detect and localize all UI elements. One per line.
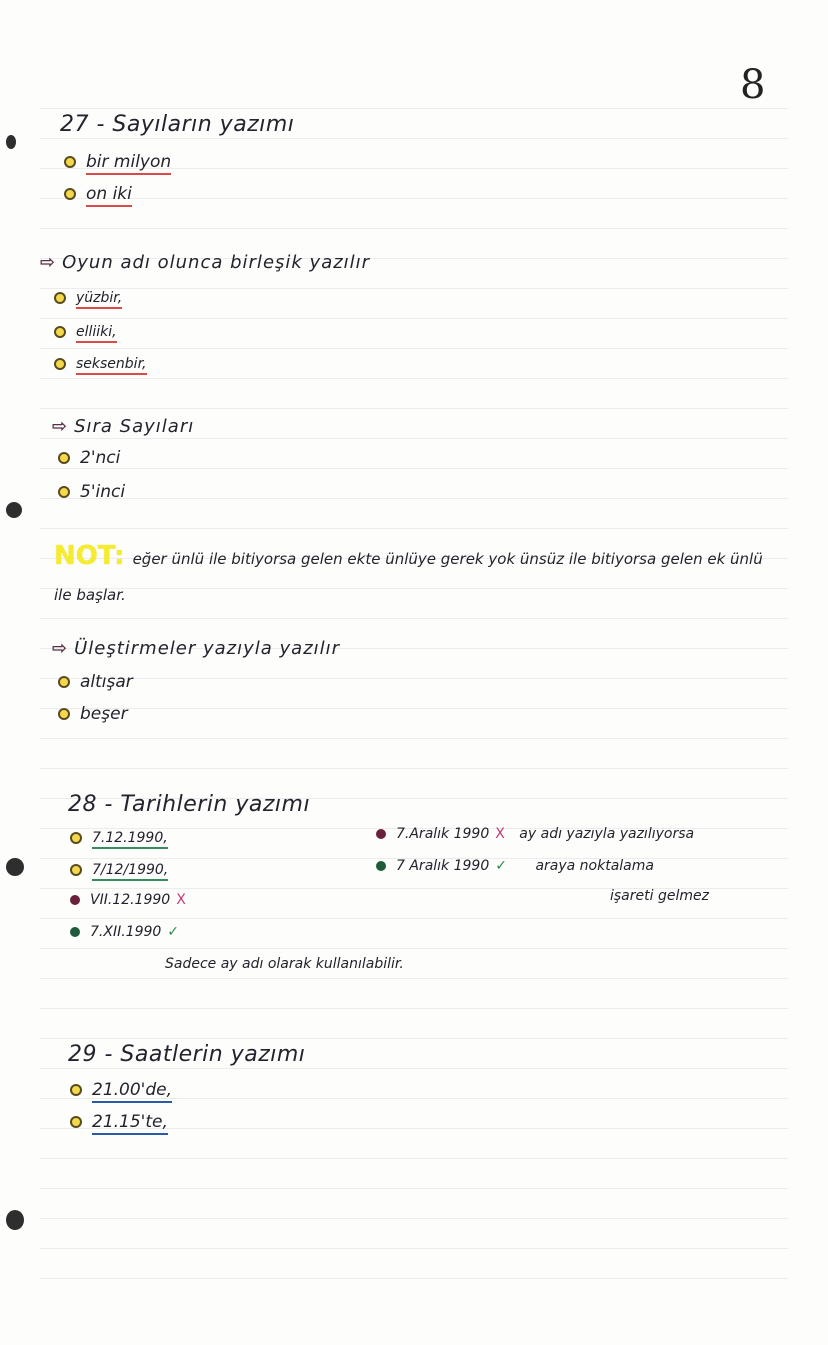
- note-label: NOT:: [54, 541, 125, 571]
- list-item: yüzbir,: [54, 290, 122, 306]
- list-item: altışar: [58, 672, 133, 692]
- section-27-title: 27 - Sayıların yazımı: [60, 112, 295, 137]
- bullet-icon: [70, 1116, 82, 1128]
- bullet-icon: [58, 452, 70, 464]
- bullet-icon: [58, 708, 70, 720]
- binder-hole-3: [6, 858, 24, 876]
- list-item: 21.15'te,: [70, 1112, 168, 1132]
- section-29-title: 29 - Saatlerin yazımı: [68, 1042, 306, 1067]
- bullet-icon: [70, 927, 80, 937]
- list-item: 7 Aralık 1990 ✓ araya noktalama: [376, 858, 654, 874]
- binder-hole-4: [6, 1210, 24, 1230]
- arrow-right-icon: ⇨: [52, 416, 69, 437]
- note-block: [54, 538, 774, 613]
- bullet-icon: [70, 895, 80, 905]
- compound-rule-title: ⇨ Oyun adı olunca birleşik yazılır: [40, 252, 371, 273]
- arrow-right-icon: ⇨: [52, 638, 69, 659]
- bullet-icon: [54, 292, 66, 304]
- bullet-icon: [58, 486, 70, 498]
- list-item: VII.12.1990 X: [70, 892, 186, 908]
- bullet-icon: [70, 864, 82, 876]
- list-item: 7.XII.1990 ✓: [70, 924, 179, 940]
- cross-icon: X: [176, 892, 186, 908]
- bullet-icon: [70, 1084, 82, 1096]
- list-item: 5'inci: [58, 482, 125, 502]
- bullet-icon: [54, 326, 66, 338]
- bullet-icon: [64, 188, 76, 200]
- list-item: bir milyon: [64, 152, 171, 172]
- arrow-right-icon: ⇨: [40, 252, 57, 273]
- check-icon: ✓: [167, 924, 180, 940]
- list-item: elliiki,: [54, 324, 117, 340]
- list-item: beşer: [58, 704, 128, 724]
- list-item: on iki: [64, 184, 132, 204]
- footnote: Sadece ay adı olarak kullanılabilir.: [165, 956, 404, 972]
- distributive-title: ⇨ Üleştirmeler yazıyla yazılır: [52, 638, 341, 659]
- binder-hole-2: [6, 502, 22, 518]
- binder-hole-1: [6, 135, 16, 149]
- cross-icon: X: [495, 826, 505, 842]
- bullet-icon: [70, 832, 82, 844]
- bullet-icon: [58, 676, 70, 688]
- ordinal-title: ⇨ Sıra Sayıları: [52, 416, 195, 437]
- list-item: 7/12/1990,: [70, 862, 168, 878]
- list-item: 7.12.1990,: [70, 830, 168, 846]
- bullet-icon: [54, 358, 66, 370]
- list-item: 7.Aralık 1990 X ay adı yazıyla yazılıyorsa: [376, 826, 694, 842]
- section-28-title: 28 - Tarihlerin yazımı: [68, 792, 311, 817]
- list-item: seksenbir,: [54, 356, 147, 372]
- comment-continuation: işareti gelmez: [610, 888, 709, 904]
- page-number: 8: [740, 62, 766, 108]
- bullet-icon: [64, 156, 76, 168]
- note-text: eğer ünlü ile bitiyorsa gelen ekte ünlüye gerek yok ünsüz ile bitiyorsa gelen ek ünlü ile başlar.: [54, 550, 763, 604]
- list-item: 2'nci: [58, 448, 120, 468]
- bullet-icon: [376, 829, 386, 839]
- list-item: 21.00'de,: [70, 1080, 172, 1100]
- bullet-icon: [376, 861, 386, 871]
- check-icon: ✓: [495, 858, 507, 874]
